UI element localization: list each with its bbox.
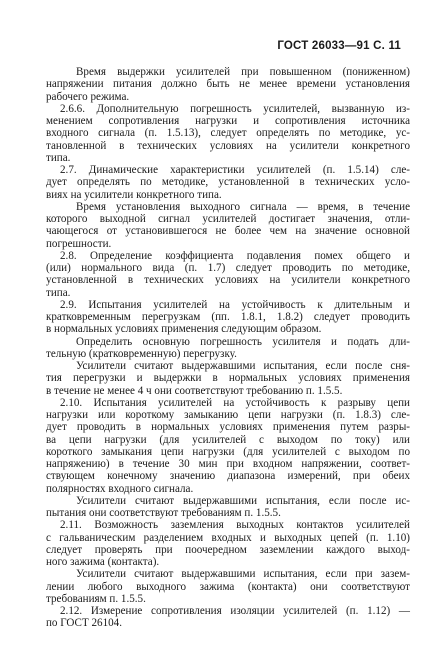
text-line: кратковременным перегрузкам (пп. 1.8.1, 1.8.2) следует проводить [46, 311, 410, 323]
text-line: которого выходной сигнал усилителей достигает значения, отли- [46, 213, 410, 225]
text-line: ствующем конечному значению диапазона измерений, при обеих [46, 470, 410, 483]
text-line: напряжению) в течение 30 мин при входном напряжении, соответ- [46, 458, 410, 470]
text-line: Усилители считают выдержавшими испытания, если после сня- [76, 360, 410, 372]
text-line: (или) нормального вида (п. 1.7) следует проводить по методике, [46, 262, 410, 274]
text-line: дует определять по методике, установленной в технических усло- [46, 176, 410, 189]
text-line: 2.12. Измерение сопротивления изоляции усилителей (п. 1.12) — [60, 605, 410, 617]
text-line: пытания они соответствуют требованиям п. 1.5.5. [46, 507, 281, 519]
text-line: с гальваническим разделением входных и выходных цепей (п. 1.10) [46, 531, 410, 544]
text-line: менением сопротивления нагрузки и сопротивления источника [46, 115, 410, 127]
text-line: следует проверять при поочередном заземлении каждого выход- [46, 543, 410, 556]
paragraph [46, 103, 410, 164]
paragraph [46, 495, 410, 520]
document-body [46, 66, 410, 630]
paragraph [46, 336, 410, 361]
text-line: дует проводить в нормальных условиях применения путем разры- [46, 421, 410, 434]
paragraph [46, 360, 410, 397]
text-line: по ГОСТ 26104. [46, 617, 122, 630]
text-line: 2.6.6. Дополнительную погрешность усилителей, вызванную из- [60, 102, 410, 115]
paragraph [46, 605, 410, 630]
text-line: чающегося от установившегося не более чем на значение основной [46, 225, 410, 238]
text-line: Время выдержки усилителей при повышенном (пониженном) [76, 66, 410, 78]
text-line: виях на усилители конкретного типа. [46, 188, 222, 201]
text-line: требованиям п. 1.5.5. [46, 592, 146, 605]
paragraph [46, 250, 410, 299]
paragraph [46, 568, 410, 605]
text-line: погрешности. [46, 237, 112, 250]
paragraph [46, 164, 410, 201]
text-line: полярностях входного сигнала. [46, 482, 194, 495]
text-line: рабочего режима. [46, 90, 130, 103]
text-line: напряжении питания должно быть не менее времени установления [46, 78, 410, 91]
text-line: Время установления выходного сигнала — время, в течение [76, 200, 410, 213]
page-header: ГОСТ 26033—91 С. 11 [277, 40, 401, 52]
text-line: типа. [46, 286, 71, 299]
text-line: 2.9. Испытания усилителей на устойчивость к длительным и [60, 298, 410, 311]
text-line: установленной в технических условиях на усилители конкретного [46, 274, 410, 287]
text-line: короткого замыкания цепи нагрузки (для усилителей с выходом по [46, 445, 410, 458]
text-line: Определить основную погрешность усилителя и подать дли- [76, 335, 410, 348]
text-line: тановленной в технических условиях на усилители конкретного [46, 139, 410, 152]
text-line: в нормальных условиях применения следующим образом. [46, 323, 322, 336]
text-line: 2.11. Возможность заземления выходных контактов усилителей [60, 519, 410, 532]
text-line: Усилители считают выдержавшими испытания, если при зазем- [76, 568, 410, 581]
paragraph [46, 519, 410, 568]
paragraph [46, 397, 410, 495]
paragraph [46, 299, 410, 336]
text-line: типа. [46, 151, 71, 164]
text-line: тельную (кратковременную) перегрузку. [46, 347, 237, 360]
text-line: 2.8. Определение коэффициента подавления помех общего и [60, 249, 410, 262]
paragraph [46, 201, 410, 250]
text-line: 2.10. Испытания усилителей на устойчивость к разрыву цепи [60, 396, 410, 409]
text-line: в течение не менее 4 ч они соответствуют требованию п. 1.5.5. [46, 384, 343, 397]
paragraph [46, 66, 410, 103]
text-line: ного зажима (контакта). [46, 556, 160, 568]
text-line: нагрузки или короткому замыканию цепи нагрузки (п. 1.8.3) сле- [46, 409, 410, 421]
text-line: Усилители считают выдержавшими испытания, если после ис- [76, 494, 410, 507]
text-line: лении любого выходного зажима (контакта) они соответствуют [46, 580, 410, 593]
text-line: 2.7. Динамические характеристики усилителей (п. 1.5.14) сле- [60, 164, 410, 176]
text-line: входного сигнала (п. 1.5.13), следует определять по методике, ус- [46, 127, 410, 140]
text-line: тия перегрузки и выдержки в нормальных условиях применения [46, 372, 410, 385]
text-line: ва цепи нагрузки (для усилителей с выходом по току) или [46, 433, 410, 446]
